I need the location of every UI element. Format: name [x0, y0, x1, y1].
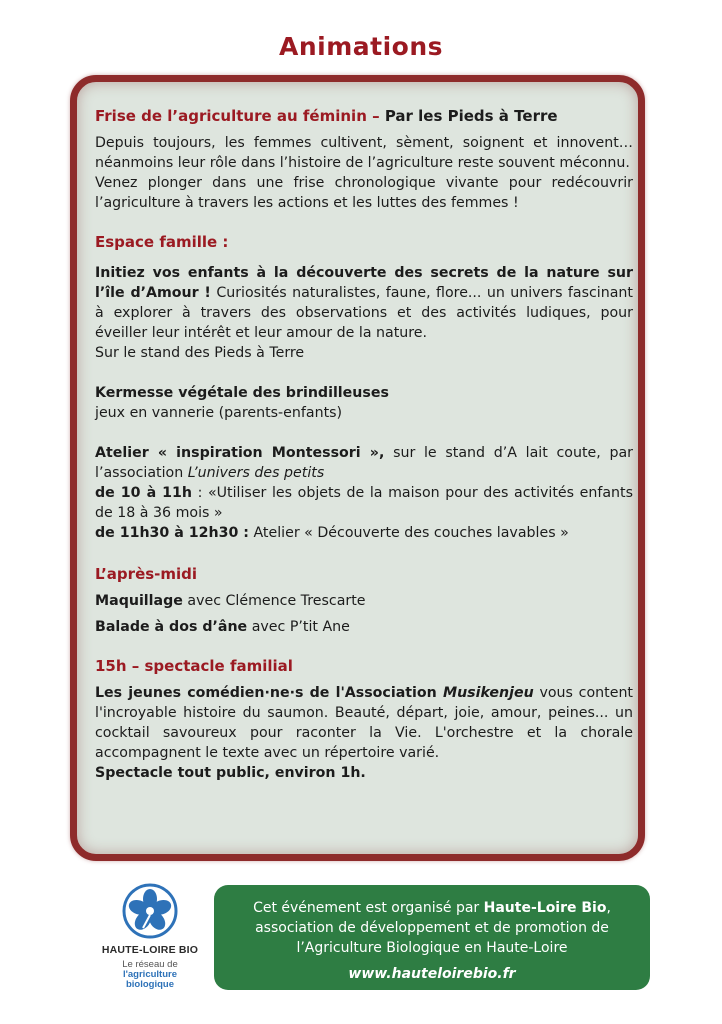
atelier-slot-2: de 11h30 à 12h30 : Atelier « Découverte des couches lavables » — [95, 525, 569, 541]
kermesse-title: Kermesse végétale des brindilleuses — [95, 385, 389, 401]
ile-paragraph: Initiez vos enfants à la découverte des secrets de la nature sur l’île d’Amour ! Curiosités naturalistes, faune, flore... un univers fascinant à explorer à travers des observations et des activités ludiques, pour éveiller leur intérêt et leur amour de la nature. — [95, 265, 633, 341]
page-title: Animations — [278, 32, 443, 61]
website-link[interactable]: www.hauteloirebio.fr — [348, 966, 516, 982]
flower-icon — [121, 882, 179, 940]
section-title-apresmidi: L’après-midi — [95, 565, 198, 583]
organizer-box — [214, 885, 650, 990]
maquillage-line: Maquillage avec Clémence Trescarte — [95, 593, 366, 609]
section-title-famille: Espace famille : — [95, 233, 229, 251]
atelier-slot-1: de 10 à 11h : «Utiliser les objets de la maison pour des activités enfants de 18 à 36 mois » — [95, 485, 633, 521]
spectacle-public: Spectacle tout public, environ 1h. — [95, 765, 366, 781]
frise-paragraph-1: Depuis toujours, les femmes cultivent, sèment, soignent et innovent… néanmoins leur rôle dans l’histoire de l’agriculture reste souvent méconnu. — [95, 135, 633, 171]
organizer-line-3: l’Agriculture Biologique en Haute-Loire — [296, 940, 568, 956]
logo-name: HAUTE-LOIRE BIO — [101, 944, 199, 956]
section-title-spectacle: 15h – spectacle familial — [95, 657, 293, 675]
atelier-paragraph: Atelier « inspiration Montessori », sur le stand d’A lait coute, par l’association L’univers des petits — [95, 445, 634, 481]
organizer-line-1: Cet événement est organisé par Haute-Loire Bio, — [253, 900, 611, 916]
ile-stand: Sur le stand des Pieds à Terre — [95, 345, 305, 361]
haute-loire-bio-logo — [100, 882, 200, 990]
spectacle-paragraph: Les jeunes comédien·ne·s de l'Association Musikenjeu vous content l'incroyable histoire du saumon. Beauté, départ, joie, amour, peines... un cocktail savoureux pour raconter la Vie. L'orchestre et la chorale accompagnent le texte avec un répertoire varié. — [95, 685, 633, 761]
balade-line: Balade à dos d’âne avec P’tit Ane — [95, 619, 350, 635]
section-title-frise: Frise de l’agriculture au féminin – Par les Pieds à Terre — [95, 107, 558, 125]
frise-paragraph-2: Venez plonger dans une frise chronologique vivante pour redécouvrir l’agriculture à travers les actions et les luttes des femmes ! — [95, 175, 633, 211]
organizer-line-2: association de développement et de promotion de — [255, 920, 609, 936]
logo-tagline: Le réseau de l'agriculture biologique — [122, 959, 178, 990]
panel-content — [95, 105, 633, 783]
kermesse-text: jeux en vannerie (parents-enfants) — [95, 405, 343, 421]
